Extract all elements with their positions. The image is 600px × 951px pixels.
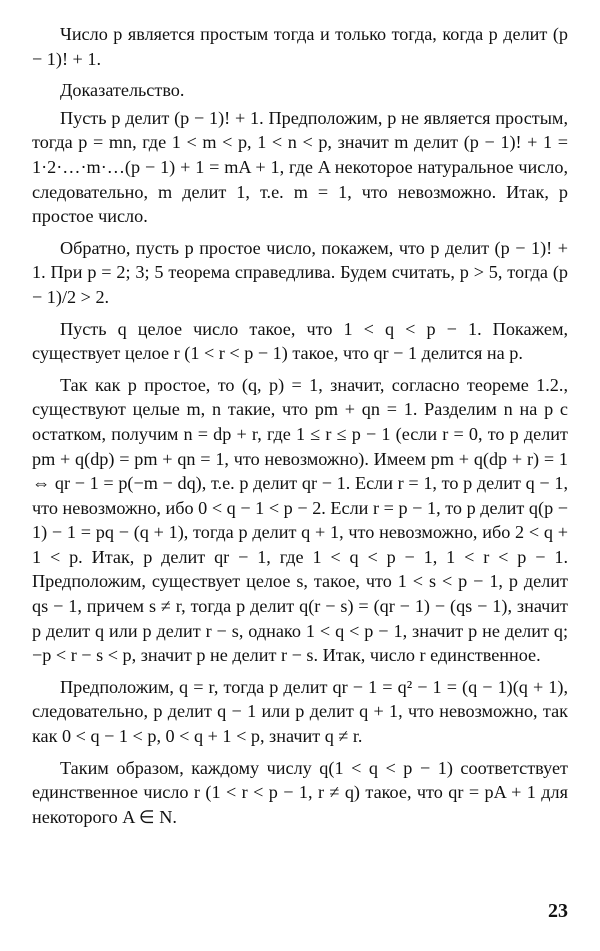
paragraph-claim: Пусть q целое число такое, что 1 < q < p − 1. Покажем, существует целое r (1 < r < p − 1) такое, что qr − 1 делится на p.: [32, 318, 568, 364]
paragraph-q-not-r: Предположим, q = r, тогда p делит qr − 1 = q² − 1 = (q − 1)(q + 1), следовательно, p делит q − 1 или p делит q + 1, что невозможно, так как 0 < q − 1 < p, 0 < q + 1 < p, значит q ≠ r.: [32, 676, 568, 747]
paragraph-necessity: Пусть p делит (p − 1)! + 1. Предположим, p не является простым, тогда p = mn, где 1 < m < p, 1 < n < p, значит m делит (p − 1)! + 1 = 1·2·…·m·…(p − 1) + 1 = mA + 1, где A некоторое натуральное число, следовательно, m делит 1, т.е. m = 1, что невозможно. Итак, p простое число.: [32, 107, 568, 227]
page-number: 23: [548, 900, 568, 922]
paragraph-conclusion: Таким образом, каждому числу q(1 < q < p − 1) соответствует единственное число r (1 < r < p − 1, r ≠ q) такое, что qr = pA + 1 для некоторого A ∈ N.: [32, 757, 568, 827]
paragraph-converse: Обратно, пусть p простое число, покажем, что p делит (p − 1)! + 1. При p = 2; 3; 5 теорема справедлива. Будем считать, p > 5, тогда (p − 1)/2 > 2.: [32, 237, 568, 307]
document-body: [32, 22, 568, 836]
paragraph-existence-uniqueness: Так как p простое, то (q, p) = 1, значит, согласно теореме 1.2., существуют целые m, n такие, что pm + qn = 1. Разделим n на p с остатком, получим n = dp + r, где 1 ≤ r ≤ p − 1 (если r = 0, то p делит pm + q(dp) = pm + qn = 1, что невозможно). Имеем pm + q(dp + r) = 1 ⇔ qr − 1 = p(−m − dq), т.е. p делит qr − 1. Если r = 1, то p делит q − 1, что невозможно, ибо 0 < q − 1 < p − 2. Если r = p − 1, то p делит q(p − 1) − 1 = pq − (q + 1), тогда p делит q + 1, что невозможно, ибо 2 < q + 1 < p. Итак, p делит qr − 1, где 1 < q < p − 1, 1 < r < p − 1. Предположим, существует целое s, такое, что 1 < s < p − 1, p делит qs − 1, причем s ≠ r, тогда p делит q(r − s) = (qr − 1) − (qs − 1), значит p делит q или p делит r − s, однако 1 < q < p − 1, значит p не делит q; −p < r − s < p, значит p не делит r − s. Итак, число r единственное.: [32, 374, 568, 666]
proof-heading: Доказательство.: [60, 80, 185, 101]
theorem-statement: Число p является простым тогда и только тогда, когда p делит (p − 1)! + 1.: [32, 24, 568, 69]
